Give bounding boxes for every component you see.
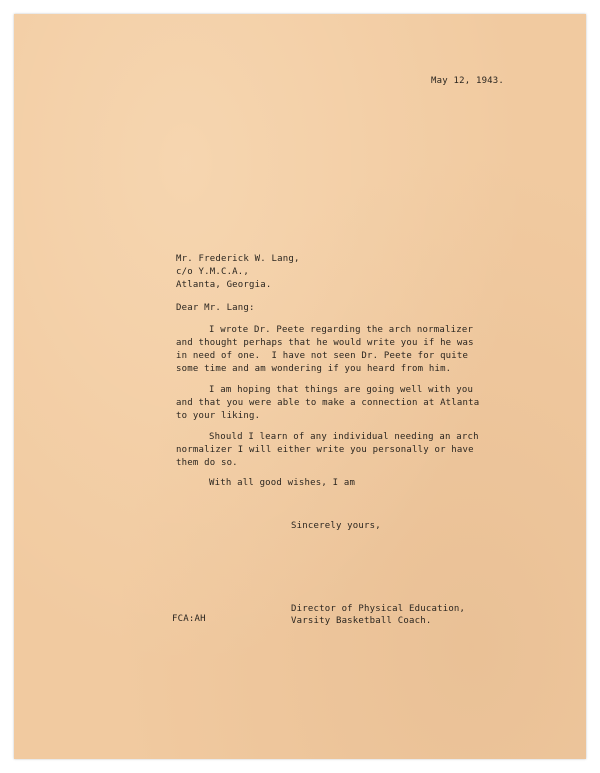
signature-title-line-2: Varsity Basketball Coach. [291,616,432,626]
paragraph-1-line-1: I wrote Dr. Peete regarding the arch normalizer [209,325,474,335]
recipient-city: Atlanta, Georgia. [176,280,272,290]
paragraph-2-line-2: and that you were able to make a connection at Atlanta [176,398,480,408]
paragraph-3-line-2: normalizer I will either write you personally or have [176,445,474,455]
closing-line: With all good wishes, I am [209,478,356,488]
paragraph-1-line-2: and thought perhaps that he would write you if he was [176,338,474,348]
sign-off: Sincerely yours, [291,521,381,531]
paragraph-3-line-3: them do so. [176,458,238,468]
recipient-name: Mr. Frederick W. Lang, [176,254,300,264]
paragraph-1-line-3: in need of one. I have not seen Dr. Peete for quite [176,351,469,361]
paragraph-3-line-1: Should I learn of any individual needing an arch [209,432,479,442]
paragraph-2-line-3: to your liking. [176,411,261,421]
paragraph-1-line-4: some time and am wondering if you heard from him. [176,364,452,374]
salutation: Dear Mr. Lang: [176,303,255,313]
letter-date: May 12, 1943. [431,76,505,86]
typist-initials: FCA:AH [172,614,206,624]
recipient-care-of: c/o Y.M.C.A., [176,267,250,277]
paragraph-2-line-1: I am hoping that things are going well with you [209,385,474,395]
signature-title-line-1: Director of Physical Education, [291,604,466,614]
